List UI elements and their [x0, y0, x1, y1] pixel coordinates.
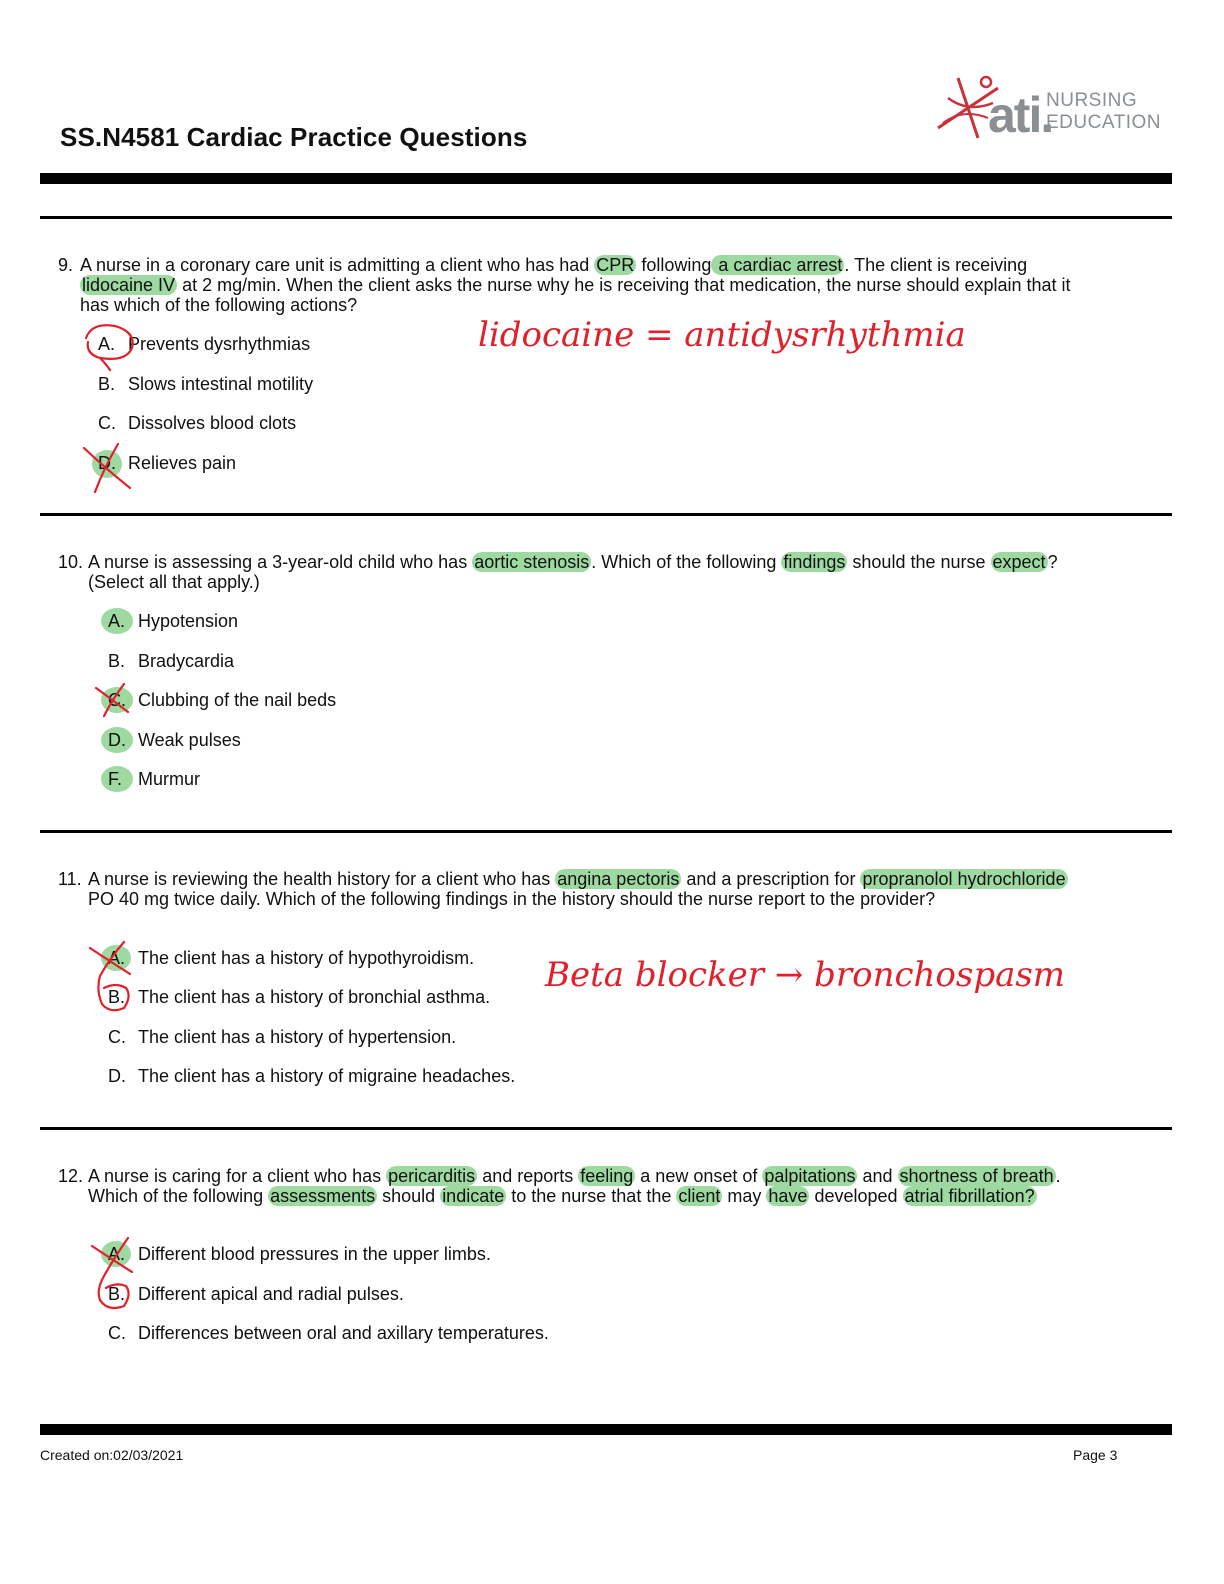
- logo-text-bottom: EDUCATION: [1046, 112, 1161, 133]
- question-text: A nurse in a coronary care unit is admitting a client who has had CPR following a cardiac arrest . The client is receiving lidocaine IV at 2 mg/min. When the client asks the nurse why he is receiving that medication, the nurse should explain that it has which of the following actions?: [80, 255, 1071, 315]
- option-b[interactable]: B. Slows intestinal motility: [98, 374, 314, 394]
- option-a[interactable]: A. Hypotension: [108, 611, 239, 631]
- option-a[interactable]: A. The client has a history of hypothyroidism.: [108, 948, 475, 968]
- handwritten-note: lidocaine = antidysrhythmia: [478, 315, 966, 355]
- highlight: propranolol hydrochloride: [862, 869, 1066, 889]
- option-b[interactable]: B. The client has a history of bronchial asthma.: [108, 987, 491, 1007]
- highlight: findings: [783, 552, 846, 572]
- option-c[interactable]: C. Differences between oral and axillary temperatures.: [108, 1323, 549, 1343]
- divider: [40, 513, 1172, 516]
- option-b[interactable]: B. Bradycardia: [108, 651, 235, 671]
- page-title: SS.N4581 Cardiac Practice Questions: [60, 122, 528, 152]
- question-number: 12.: [58, 1166, 84, 1186]
- question-number: 10.: [58, 552, 84, 572]
- footer-divider: [40, 1424, 1172, 1435]
- option-a[interactable]: A. Prevents dysrhythmias: [98, 334, 311, 354]
- option-b[interactable]: B. Different apical and radial pulses.: [108, 1284, 404, 1304]
- created-date: Created on:02/03/2021: [40, 1447, 184, 1463]
- highlight: CPR: [596, 255, 635, 275]
- option-d[interactable]: D. Weak pulses: [108, 730, 241, 750]
- handwritten-note: Beta blocker → bronchospasm: [545, 955, 1066, 995]
- question-text: A nurse is caring for a client who has pericarditis and reports feeling a new onset of palpitations and shortness of breath . Which of the following assessments should indicate to the nurse that the client may have developed atrial fibrillation?: [88, 1166, 1061, 1206]
- highlight: aortic stenosis: [474, 552, 590, 572]
- header-divider: [40, 173, 1172, 184]
- highlight: client: [678, 1186, 721, 1206]
- ati-logo: [928, 68, 1161, 148]
- highlight: indicate: [442, 1186, 505, 1206]
- option-c[interactable]: C. Dissolves blood clots: [98, 413, 297, 433]
- option-c[interactable]: C. The client has a history of hypertension.: [108, 1027, 457, 1047]
- highlight: lidocaine IV: [82, 275, 176, 295]
- highlight: shortness of breath: [899, 1166, 1054, 1186]
- option-f[interactable]: F. Murmur: [108, 769, 200, 789]
- option-a[interactable]: A. Different blood pressures in the upper limbs.: [108, 1244, 491, 1264]
- highlight: assessments: [270, 1186, 376, 1206]
- highlight: pericarditis: [388, 1166, 476, 1186]
- option-c[interactable]: C. Clubbing of the nail beds: [108, 690, 337, 710]
- option-d[interactable]: D. Relieves pain: [98, 453, 237, 473]
- question-number: 11.: [58, 869, 82, 889]
- divider: [40, 1127, 1172, 1130]
- highlight: atrial fibrillation?: [904, 1186, 1035, 1206]
- question-text: A nurse is reviewing the health history for a client who has angina pectoris and a prescription for propranolol hydrochloride PO 40 mg twice daily. Which of the following findings in the history should the nurse report to the provider?: [88, 869, 1066, 909]
- highlight: expect: [992, 552, 1046, 572]
- logo-text-top: NURSING: [1046, 90, 1138, 111]
- highlight: angina pectoris: [557, 869, 680, 889]
- option-d[interactable]: D. The client has a history of migraine headaches.: [108, 1066, 516, 1086]
- page-number: Page 3: [1073, 1447, 1118, 1463]
- highlight: palpitations: [764, 1166, 856, 1186]
- divider: [40, 830, 1172, 833]
- highlight: a cardiac arrest: [713, 255, 843, 275]
- question-text: A nurse is assessing a 3-year-old child who has aortic stenosis . Which of the following findings should the nurse expect ? (Select all that apply.): [88, 552, 1058, 592]
- highlight: have: [768, 1186, 808, 1206]
- divider: [40, 216, 1172, 219]
- question-number: 9.: [58, 255, 74, 275]
- logo-mark: ati.: [988, 87, 1053, 143]
- highlight: feeling: [580, 1166, 634, 1186]
